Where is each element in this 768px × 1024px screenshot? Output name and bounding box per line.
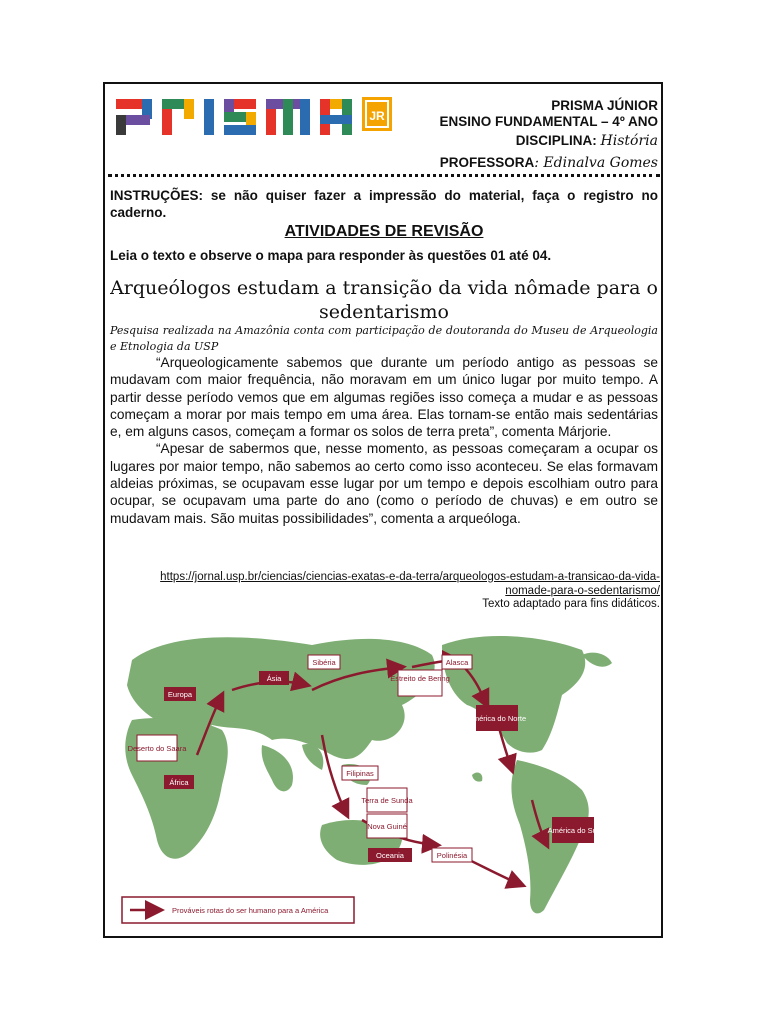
discipline-line [516,131,658,151]
label-asia: Ásia [266,674,282,683]
instructions-label: INSTRUÇÕES [110,188,199,203]
label-saara: Deserto do Saara [127,744,187,753]
label-europa: Europa [167,690,193,699]
label-alasca: Alasca [445,658,469,667]
logo-badge: JR [369,109,385,123]
article-paragraph: “Apesar de sabermos que, nesse momento, as pessoas começaram a ocupar os lugares por maior tempo, não sabemos ao certo como isso aconteceu. Se elas formavam aldeias próximas, se ocupavam esse lugar por um tempo e depois escolhiam outro para ocupar, se ocupavam uma parte do ano (como o período de chuvas) e em outro se mudavam mais. São muitas possibilidades”, comenta a arqueóloga. [110,441,658,526]
teacher-line [440,153,658,173]
label-am-norte: América do Norte [467,714,527,723]
label-sunda: Terra de Sunda [361,796,413,805]
instructions-text: : se não quiser fazer a impressão do material, faça o registro no caderno. [110,188,658,220]
source-link[interactable]: https://jornal.usp.br/ciencias/ciencias-exatas-e-da-terra/arqueologos-estudam-a-transicao-da-vida-nomade-para-o-sedentarismo/ [160,571,660,597]
label-am-sul: América do Sul [547,826,599,835]
dotted-divider [108,174,660,177]
label-bering: Estreito de Bering [390,674,450,683]
source [160,571,660,612]
instructions [110,187,658,221]
discipline-value: História [600,133,658,149]
source-note: Texto adaptado para fins didáticos. [482,598,660,610]
article-body [110,354,658,527]
article-subtitle: Pesquisa realizada na Amazônia conta com participação de doutoranda do Museu de Arqueologia e Etnologia da USP [110,324,658,353]
label-oceania: Oceania [376,851,404,860]
legend-text: Prováveis rotas do ser humano para a América [172,906,329,915]
grade-level: ENSINO FUNDAMENTAL – 4º ANO [439,114,658,129]
label-guine: Nova Guiné [367,822,407,831]
school-name: PRISMA JÚNIOR [551,98,658,113]
migration-map [112,625,657,935]
map-legend [122,897,354,923]
teacher-value: : Edinalva Gomes [534,155,658,171]
label-polinesia: Polinésia [436,851,468,860]
label-filipinas: Filipinas [346,769,374,778]
teacher-label: PROFESSORA [439,155,535,170]
label-siberia: Sibéria [312,658,336,667]
article-title: Arqueólogos estudam a transição da vida nômade para o sedentarismo [110,277,658,323]
prisma-junior-logo [116,93,396,137]
discipline-label: DISCIPLINA: [515,133,597,148]
activity-title: ATIVIDADES DE REVISÃO [284,223,484,240]
article-paragraph: “Arqueologicamente sabemos que durante um período antigo as pessoas se mudavam com maior frequência, não moravam em um único lugar por muito tempo. A partir desse período vemos que em algumas regiões isso começa a mudar e as pessoas começam a morar por mais tempo em uma área. Elas tornam-se então mais sedentárias e, em alguns casos, começam a formar os solos de terra preta”, comenta Márjorie. [110,355,658,440]
label-africa: África [169,778,189,787]
lead-instruction: Leia o texto e observe o mapa para responder às questões 01 até 04. [110,248,552,263]
